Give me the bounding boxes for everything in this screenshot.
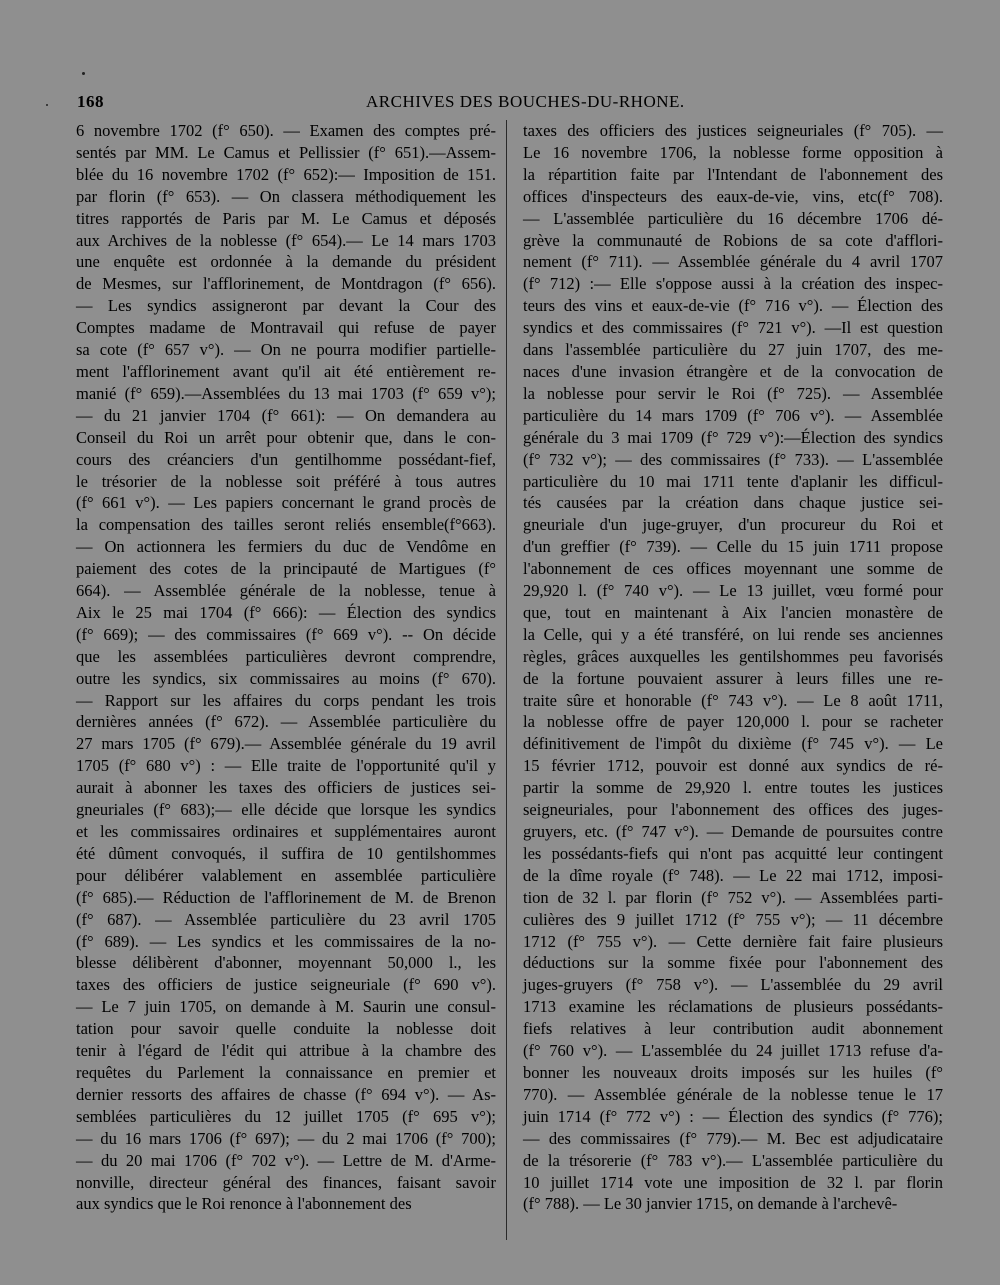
text-line: manié (f° 659).—Assemblées du 13 mai 1703 (f° 659 v°); — [76, 383, 496, 403]
text-line: requêtes du Parlement la connaissance en premier et — [76, 1062, 496, 1082]
text-line: 6 novembre 1702 (f° 650). — Examen des comptes pré- — [76, 121, 496, 140]
text-line: par florin (f° 653). — On classera méthodiquement les — [76, 186, 496, 206]
text-line: ment l'afflorinement avant qu'il ait été entièrement re- — [76, 361, 496, 381]
text-line: générale du 3 mai 1709 (f° 729 v°):—Élection des syndics — [523, 427, 943, 447]
text-line: (f° 687). — Assemblée particulière du 23 avril 1705 — [76, 909, 496, 929]
text-line: offices d'inspecteurs des eaux-de-vie, vins, etc(f° 708). — [523, 186, 943, 206]
text-line: 664). — Assemblée générale de la noblesse, tenue à — [76, 581, 496, 601]
page-number: 168 — [77, 92, 104, 111]
text-line: gruyers, etc. (f° 747 v°). — Demande de poursuites contre — [523, 822, 943, 841]
text-line: 1705 (f° 680 v°) : — Elle traite de l'opportunité qu'il y — [76, 756, 496, 776]
text-line: partir la somme de 29,920 l. entre toutes les justices — [523, 778, 943, 798]
text-line: tion de 32 l. par florin (f° 752 v°). — Assemblées parti- — [523, 887, 943, 907]
text-line: 15 février 1712, pouvoir est donné aux syndics de ré- — [523, 756, 943, 776]
text-line: juin 1714 (f° 772 v°) : — Élection des syndics (f° 776); — [523, 1106, 943, 1126]
text-line: la répartition faite par l'Intendant de l'abonnement des — [523, 164, 943, 184]
text-line: nement (f° 711). — Assemblée générale du 4 avril 1707 — [523, 252, 943, 272]
text-line: 27 mars 1705 (f° 679).— Assemblée générale du 19 avril — [76, 734, 496, 754]
text-line: (f° 689). — Les syndics et les commissaires de la no- — [76, 931, 496, 951]
text-line: paiement des cotes de la principauté de Martigues (f° — [76, 559, 496, 579]
right-column — [523, 120, 943, 1215]
text-line: tenir à l'égard de l'édit qui attribue à la chambre des — [76, 1041, 496, 1061]
text-line: dernier ressorts des affaires de chasse (f° 694 v°). — As- — [76, 1084, 496, 1104]
text-line: tation pour savoir quelle conduite la noblesse doit — [76, 1019, 496, 1039]
text-line: taxes des officiers des justices seigneuriales (f° 705). — — [523, 121, 943, 140]
text-line: aux syndics que le Roi renonce à l'abonnement des — [76, 1194, 412, 1214]
text-line: titres rapportés de Paris par M. Le Camus et déposés — [76, 208, 496, 228]
text-line: (f° 669); — des commissaires (f° 669 v°). -- On décide — [76, 624, 496, 644]
text-line: de la dîme royale (f° 748). — Le 22 mai 1712, imposi- — [523, 865, 943, 885]
text-line: dans l'assemblée particulière du 27 juin 1707, des me- — [523, 340, 943, 360]
text-line: gneuriale d'un juge-gruyer, d'un procureur du Roi et — [523, 515, 943, 535]
text-line: pour délibérer valablement en assemblée particulière — [76, 865, 496, 885]
text-line: la Celle, qui y a été transféré, on lui rende ses anciennes — [523, 624, 943, 644]
text-line: blesse délibèrent d'abonner, moyennant 50,000 l., les — [76, 953, 496, 973]
text-line: — Rapport sur les affaires du corps pendant les trois — [76, 690, 496, 710]
text-line: définitivement de l'impôt du dixième (f° 745 v°). — Le — [523, 734, 943, 754]
text-line: (f° 661 v°). — Les papiers concernant le grand procès de — [76, 493, 496, 513]
text-line: — des commissaires (f° 779).— M. Bec est adjudicataire — [523, 1128, 943, 1148]
text-line: d'un greffier (f° 739). — Celle du 15 juin 1711 propose — [523, 537, 943, 557]
text-line: Aix le 25 mai 1704 (f° 666): — Élection des syndics — [76, 602, 496, 622]
text-line: traite sûre et honorable (f° 743 v°). — Le 8 août 1711, — [523, 690, 943, 710]
text-line: — L'assemblée particulière du 16 décembre 1706 dé- — [523, 208, 943, 228]
text-line: les possédants-fiefs qui n'ont pas acquitté leur contingent — [523, 843, 943, 863]
text-line: naces d'une invasion étrangère et de la convocation de — [523, 361, 943, 381]
text-line: — du 16 mars 1706 (f° 697); — du 2 mai 1706 (f° 700); — [76, 1128, 496, 1148]
text-line: juges-gruyers (f° 758 v°). — L'assemblée du 29 avril — [523, 975, 943, 995]
text-line: grève la communauté de Robions de sa cote d'afflori- — [523, 230, 943, 250]
text-line: Conseil du Roi un arrêt pour obtenir que, dans le con- — [76, 427, 496, 447]
text-line: seigneuriales, pour l'abonnement des offices des juges- — [523, 800, 943, 820]
text-line: 1712 (f° 755 v°). — Cette dernière fait faire plusieurs — [523, 931, 943, 951]
text-line: nonville, directeur général des finances, faisant savoir — [76, 1172, 496, 1192]
text-line: cours des créanciers d'un gentilhomme possédant-fief, — [76, 449, 496, 469]
text-line: la noblesse pour servir le Roi (f° 725). — Assemblée — [523, 383, 943, 403]
text-line: sa cote (f° 657 v°). — On ne pourra modifier partielle- — [76, 340, 496, 360]
text-line: particulière du 10 mai 1711 tente d'aplanir les difficul- — [523, 471, 943, 491]
text-line: bonner les nouveaux droits imposés sur les huiles (f° — [523, 1062, 943, 1082]
text-line: teurs des vins et eaux-de-vie (f° 716 v°). — Élection des — [523, 296, 943, 316]
page-header — [0, 92, 1000, 116]
text-line: (f° 732 v°); — des commissaires (f° 733). — L'assemblée — [523, 449, 943, 469]
text-line: règles, grâces auxquelles les gentilshommes peu favorisés — [523, 646, 943, 666]
text-line: particulière du 14 mars 1709 (f° 706 v°). — Assemblée — [523, 405, 943, 425]
text-line: semblées particulières du 12 juillet 1705 (f° 695 v°); — [76, 1106, 496, 1126]
scan-speck — [82, 72, 85, 75]
text-line: que, tout en maintenant à Aix l'ancien monastère de — [523, 602, 943, 622]
text-line: aurait à abonner les taxes des officiers de justices sei- — [76, 778, 496, 798]
text-line: tés causées par la création dans chaque justice sei- — [523, 493, 943, 513]
column-divider — [506, 120, 507, 1240]
text-line: 770). — Assemblée générale de la noblesse tenue le 17 — [523, 1084, 943, 1104]
text-line: été dûment convoqués, il suffira de 10 gentilshommes — [76, 843, 496, 863]
text-line: de Mesmes, sur l'afflorinement, de Montdragon (f° 656). — [76, 274, 496, 294]
text-line: sentés par MM. Le Camus et Pellissier (f° 651).—Assem- — [76, 142, 496, 162]
text-line: taxes des officiers de justice seigneuriale (f° 690 v°). — [76, 975, 496, 995]
text-line: fiefs relatives à leur contribution audit abonnement — [523, 1019, 943, 1039]
text-line: la compensation des tailles seront reliés ensemble(f°663). — [76, 515, 496, 535]
text-line: une enquête est ordonnée à la demande du président — [76, 252, 496, 272]
text-line: de la trésorerie (f° 783 v°).— L'assemblée particulière du — [523, 1150, 943, 1170]
text-line: que les assemblées particulières devront comprendre, — [76, 646, 496, 666]
text-line: — On actionnera les fermiers du duc de Vendôme en — [76, 537, 496, 557]
text-line: 10 juillet 1714 vote une imposition de 32 l. par florin — [523, 1172, 943, 1192]
text-line: — du 20 mai 1706 (f° 702 v°). — Lettre de M. d'Arme- — [76, 1150, 496, 1170]
text-line: — du 21 janvier 1704 (f° 661): — On demandera au — [76, 405, 496, 425]
text-line: l'abonnement de ces offices moyennant une somme de — [523, 559, 943, 579]
text-line: 1713 examine les réclamations de plusieurs possédants- — [523, 997, 943, 1017]
text-line: Comptes madame de Montravail qui refuse de payer — [76, 318, 496, 338]
text-line: le trésorier de la noblesse soit préféré à tous autres — [76, 471, 496, 491]
text-line: culières des 9 juillet 1712 (f° 755 v°); — 11 décembre — [523, 909, 943, 929]
left-column — [76, 120, 496, 1215]
text-line: dernières années (f° 672). — Assemblée particulière du — [76, 712, 496, 732]
text-line: outre les syndics, six commissaires au moins (f° 670). — [76, 668, 496, 688]
text-line: syndics et des commissaires (f° 721 v°). —Il est question — [523, 318, 943, 338]
text-line: de la fortune pouvaient assurer à leurs filles une re- — [523, 668, 943, 688]
text-line: (f° 788). — Le 30 janvier 1715, on demande à l'archevê- — [523, 1194, 898, 1214]
text-line: 29,920 l. (f° 740 v°). — Le 13 juillet, vœu formé pour — [523, 581, 943, 601]
text-line: et les commissaires ordinaires et supplémentaires auront — [76, 822, 496, 841]
text-line: (f° 685).— Réduction de l'afflorinement de M. de Brenon — [76, 887, 496, 907]
text-line: Le 16 novembre 1706, la noblesse forme opposition à — [523, 142, 943, 162]
text-line: déductions sur la somme fixée pour l'abonnement des — [523, 953, 943, 973]
text-line: (f° 760 v°). — L'assemblée du 24 juillet 1713 refuse d'a- — [523, 1041, 943, 1061]
text-line: blée du 16 novembre 1702 (f° 652):— Imposition de 151. — [76, 164, 496, 184]
text-line: — Les syndics assigneront par devant la Cour des — [76, 296, 496, 316]
text-line: aux Archives de la noblesse (f° 654).— Le 14 mars 1703 — [76, 230, 496, 250]
text-line: gneuriales (f° 683);— elle décide que lorsque les syndics — [76, 800, 496, 820]
running-title: ARCHIVES DES BOUCHES-DU-RHONE. — [366, 92, 685, 111]
text-line: — Le 7 juin 1705, on demande à M. Saurin une consul- — [76, 997, 496, 1017]
text-line: la noblesse offre de payer 120,000 l. pour se racheter — [523, 712, 943, 732]
text-line: (f° 712) :— Elle s'oppose aussi à la création des inspec- — [523, 274, 943, 294]
